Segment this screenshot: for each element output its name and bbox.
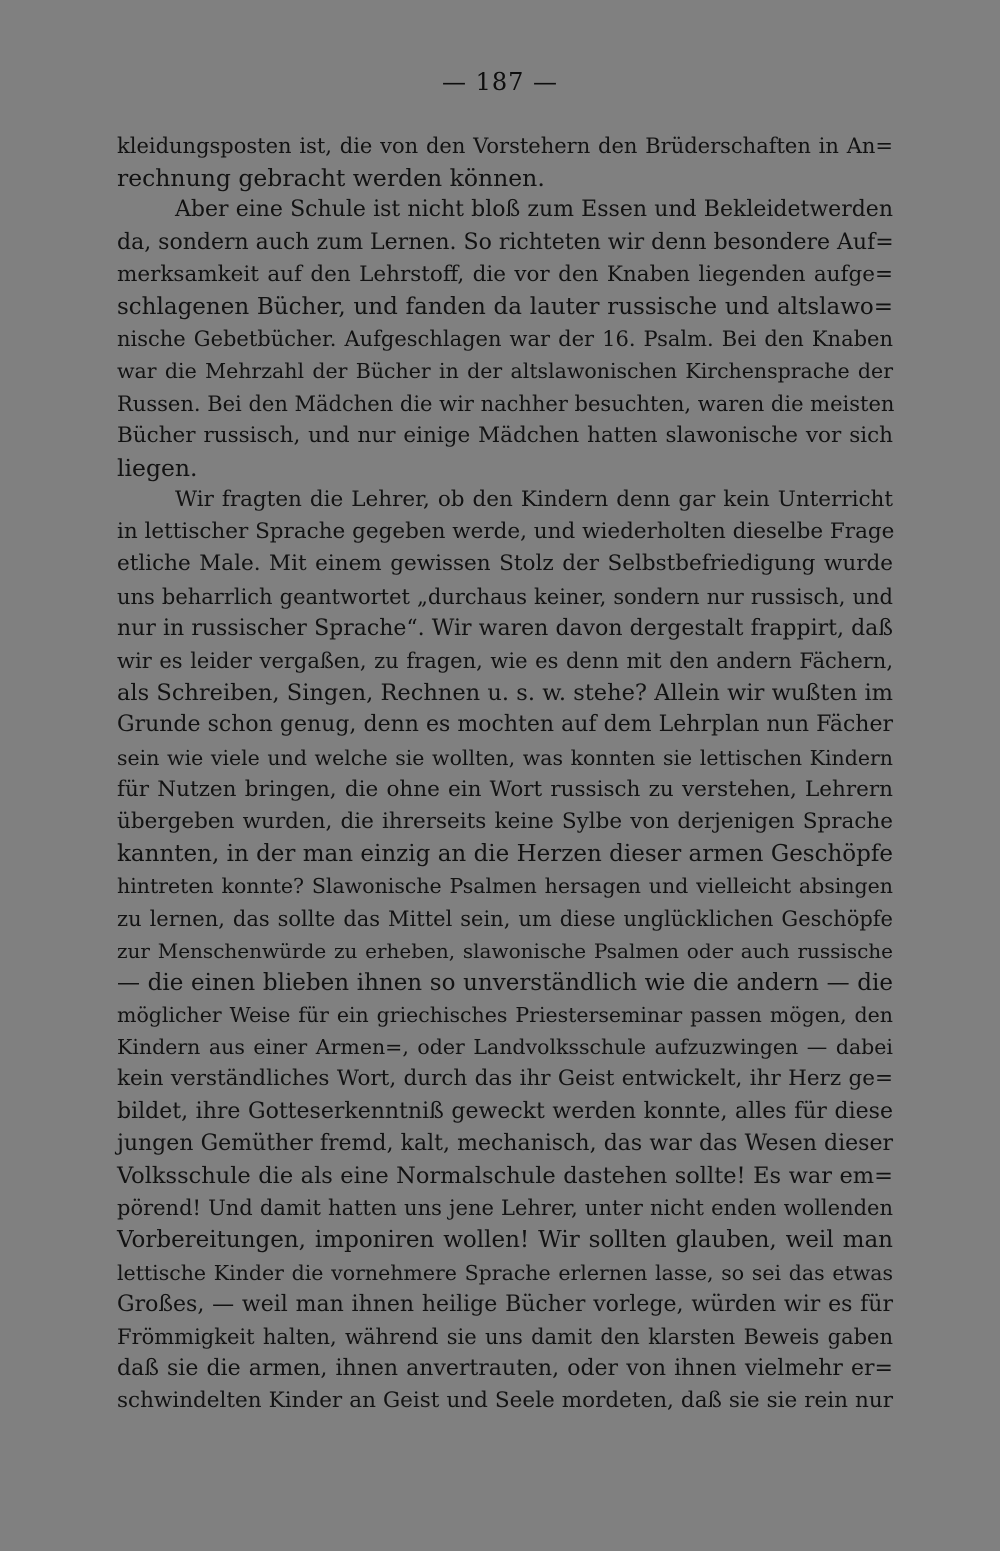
- text-line: Frömmigkeit halten, während sie uns damit den klarsten Beweis gaben: [117, 1324, 893, 1349]
- text-line: daß sie die armen, ihnen anvertrauten, oder von ihnen vielmehr er=: [117, 1356, 893, 1382]
- text-line: Bücher russisch, und nur einige Mädchen hatten slawonische vor sich: [117, 422, 893, 448]
- text-line: uns beharrlich geantwortet „durchaus keiner, sondern nur russisch, und: [117, 584, 893, 609]
- text-line: als Schreiben, Singen, Rechnen u. s. w. stehe? Allein wir wußten im: [117, 680, 893, 707]
- text-line: Volksschule die als eine Normalschule dastehen sollte! Es war em=: [117, 1163, 893, 1189]
- text-line: rechnung gebracht werden können.: [117, 164, 545, 193]
- text-line: sein wie viele und welche sie wollten, was konnten sie lettischen Kindern: [117, 745, 893, 770]
- page-number: — 187 —: [441, 68, 559, 96]
- text-line: Vorbereitungen, imponiren wollen! Wir sollten glauben, weil man: [117, 1227, 893, 1254]
- text-line: nische Gebetbücher. Aufgeschlagen war der 16. Psalm. Bei den Knaben: [117, 327, 893, 352]
- text-line: da, sondern auch zum Lernen. So richteten wir denn besondere Auf=: [117, 229, 894, 255]
- text-line: kannten, in der man einzig an die Herzen dieser armen Geschöpfe: [117, 841, 893, 868]
- text-line: pörend! Und damit hatten uns jene Lehrer, unter nicht enden wollenden: [117, 1196, 893, 1221]
- text-line: schwindelten Kinder an Geist und Seele mordeten, daß sie sie rein nur: [117, 1388, 893, 1414]
- text-line: übergeben wurden, die ihrerseits keine Sylbe von derjenigen Sprache: [117, 808, 893, 834]
- text-line: nur in russischer Sprache“. Wir waren davon dergestalt frappirt, daß: [117, 615, 893, 641]
- text-line: hintreten konnte? Slawonische Psalmen hersagen und vielleicht absingen: [117, 874, 893, 899]
- text-line: Großes, — weil man ihnen heilige Bücher vorlege, würden wir es für: [117, 1291, 893, 1317]
- text-line: in lettischer Sprache gegeben werde, und wiederholten dieselbe Frage: [117, 519, 895, 545]
- text-line: liegen.: [117, 453, 198, 482]
- text-line: war die Mehrzahl der Bücher in der altslawonischen Kirchensprache der: [117, 359, 893, 384]
- text-line: kein verständliches Wort, durch das ihr Geist entwickelt, ihr Herz ge=: [117, 1066, 893, 1092]
- text-line: Wir fragten die Lehrer, ob den Kindern denn gar kein Unterricht: [175, 487, 893, 513]
- text-line: jungen Gemüther fremd, kalt, mechanisch, das war das Wesen dieser: [117, 1130, 893, 1156]
- text-line: kleidungsposten ist, die von den Vorstehern den Brüderschaften in An=: [117, 134, 893, 158]
- text-line: möglicher Weise für ein griechisches Priesterseminar passen mögen, den: [117, 1003, 893, 1028]
- text-line: Kindern aus einer Armen=, oder Landvolksschule aufzuzwingen — dabei: [117, 1035, 893, 1060]
- text-line: merksamkeit auf den Lehrstoff, die vor den Knaben liegenden aufge=: [117, 261, 893, 287]
- text-line: zur Menschenwürde zu erheben, slawonische Psalmen oder auch russische: [117, 938, 893, 963]
- text-line: Russen. Bei den Mädchen die wir nachher besuchten, waren die meisten: [117, 391, 895, 416]
- text-line: zu lernen, das sollte das Mittel sein, um diese unglücklichen Geschöpfe: [117, 906, 893, 931]
- text-line: Aber eine Schule ist nicht bloß zum Essen und Bekleidetwerden: [175, 197, 893, 223]
- body-text: [117, 130, 893, 1418]
- text-line: für Nutzen bringen, die ohne ein Wort russisch zu verstehen, Lehrern: [117, 776, 893, 802]
- text-line: bildet, ihre Gotteserkenntniß geweckt werden konnte, alles für diese: [117, 1098, 893, 1124]
- text-line: lettische Kinder die vornehmere Sprache erlernen lasse, so sei das etwas: [117, 1260, 893, 1285]
- text-line: etliche Male. Mit einem gewissen Stolz der Selbstbefriedigung wurde: [117, 551, 893, 577]
- text-line: schlagenen Bücher, und fanden da lauter russische und altslawo=: [117, 293, 893, 320]
- text-line: wir es leider vergaßen, zu fragen, wie es denn mit den andern Fächern,: [117, 649, 893, 673]
- text-line: — die einen blieben ihnen so unverständlich wie die andern — die: [117, 969, 893, 996]
- text-line: Grunde schon genug, denn es mochten auf dem Lehrplan nun Fächer: [117, 712, 893, 738]
